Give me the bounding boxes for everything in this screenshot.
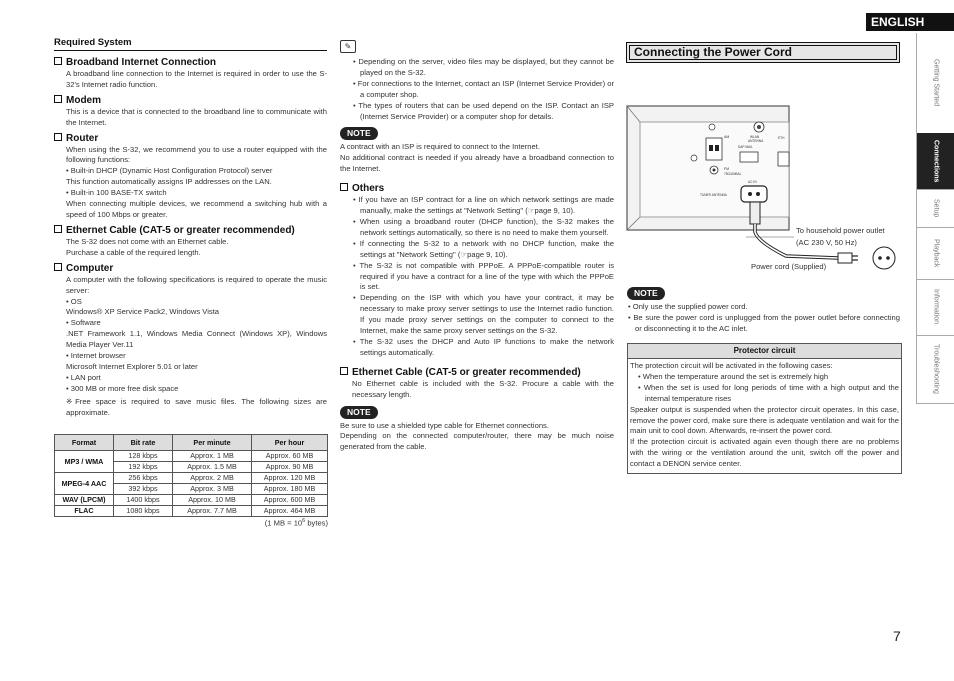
- footnote-text: (1 MB = 10: [264, 518, 303, 528]
- format-cell: MP3 / WMA: [55, 451, 114, 473]
- panel-label: ETH: [778, 136, 785, 140]
- computer-item-value: Windows® XP Service Pack2, Windows Vista: [66, 307, 220, 317]
- item-text: The S-32 is not compatible with PPPoE. A PPPoE-compatible router is required if you have a contract for a line of the type with which the PPPoE is set.: [359, 260, 614, 292]
- note-text: A contract with an ISP is required to connect to the Internet.: [340, 142, 540, 152]
- item-text: 300 MB or more free disk space: [70, 383, 179, 393]
- tip-icon: ✎: [340, 40, 356, 53]
- table-header: Per hour: [252, 435, 328, 451]
- tip-text: For connections to the Internet, contact an ISP (Internet Service Provider) or a computer shop.: [357, 78, 614, 99]
- note-badge: NOTE: [340, 406, 378, 419]
- bullet-text: Built-in 100 BASE-TX switch: [70, 188, 167, 198]
- note-text: Be sure the power cord is unplugged from the power outlet before connecting or disconnecting it to the AC inlet.: [633, 312, 900, 333]
- item-text: If connecting the S-32 to a network with no DHCP function, make the settings at "Network Setting" (☞page 9, 10).: [359, 238, 614, 259]
- note-item: • Be sure the power cord is unplugged from the power outlet before connecting or disconnecting it to the AC inlet.: [628, 312, 900, 333]
- table-cell: 192 kbps: [114, 462, 173, 473]
- table-row: [55, 495, 328, 506]
- tab-connections[interactable]: [916, 133, 954, 190]
- required-system-column: [54, 38, 327, 418]
- modem-text: This is a device that is connected to the broadband line to communicate with the Internet.: [66, 106, 327, 127]
- table-cell: Approx. 1.5 MB: [173, 462, 252, 473]
- tab-information[interactable]: [916, 279, 954, 336]
- table-cell: Approx. 464 MB: [252, 506, 328, 517]
- item-text: Software: [70, 318, 101, 328]
- table-cell: Approx. 10 MB: [173, 495, 252, 506]
- modem-heading: [54, 95, 327, 107]
- protector-text: Speaker output is suspended when the protector circuit operates. In this case, remove the power cord, make sure there is adequate ventilation and wait for the main unit to cool down. Afterwards, re-insert the power cord.: [630, 404, 899, 436]
- tab-label: Connections: [932, 139, 940, 183]
- panel-label: WLAN: [750, 135, 760, 139]
- tip-item: • The types of routers that can be used depend on the ISP. Contact an ISP (Internet Service Provider) or a computer shop for details.: [353, 100, 614, 121]
- item-text: OS: [70, 296, 82, 306]
- computer-item: • OS: [66, 296, 82, 306]
- checkbox-icon: [54, 57, 62, 65]
- heading-text: Ethernet Cable (CAT-5 or greater recommended): [352, 366, 581, 378]
- tab-label: Setup: [932, 198, 940, 218]
- table-header: Format: [55, 435, 114, 451]
- checkbox-icon: [54, 225, 62, 233]
- table-cell: Approx. 120 MB: [252, 473, 328, 484]
- note-badge: NOTE: [340, 127, 378, 140]
- table-header: Per minute: [173, 435, 252, 451]
- panel-label: AM: [724, 135, 730, 139]
- others-item: • When using a broadband router (DHCP function), the S-32 makes the network settings automatically, so there is no need to make them yourself.: [353, 216, 614, 237]
- router-bullet-sub: When connecting multiple devices, we recommend a switching hub with a speed of 100 Mbps or greater.: [66, 199, 327, 219]
- tip-item: • Depending on the server, video files may be displayed, but they cannot be played on the S-32.: [353, 57, 614, 77]
- tip-text: The types of routers that can be used depend on the ISP. Contact an ISP (Internet Service Provider) or a computer shop for details.: [358, 100, 614, 121]
- note-text: Only use the supplied power cord.: [632, 302, 748, 311]
- table-footnote: [200, 518, 328, 528]
- table-cell: 1080 kbps: [114, 506, 173, 517]
- computer-item-value: .NET Framework 1.1, Windows Media Connect (Windows XP), Windows Media Player Ver.11: [66, 329, 327, 350]
- table-cell: Approx. 90 MB: [252, 462, 328, 473]
- free-space-note: ※Free space is required to save music files. The following sizes are approximate.: [66, 396, 327, 417]
- power-cord-title-box: [626, 42, 900, 63]
- tab-label: Troubleshooting: [932, 344, 940, 394]
- panel-label: 75Ω/UNBAL: [724, 172, 742, 176]
- language-label: ENGLISH: [871, 15, 925, 29]
- checkbox-icon: [54, 133, 62, 141]
- heading-text: Ethernet Cable (CAT-5 or greater recommended): [66, 224, 295, 236]
- format-cell: FLAC: [55, 506, 114, 517]
- ethernet-cable-heading: [340, 367, 614, 379]
- router-heading: [54, 133, 327, 145]
- table-row: [55, 473, 328, 484]
- bullet-text: When the set is used for long periods of time with a high output and the internal temperature rises: [643, 382, 899, 403]
- panel-label: DAP MAIL: [738, 145, 753, 149]
- page-number: 7: [893, 628, 901, 644]
- tab-label: Information: [932, 289, 940, 325]
- ethernet-text: Purchase a cable of the required length.: [66, 247, 201, 257]
- power-notes: [627, 282, 900, 335]
- others-item: • If connecting the S-32 to a network with no DHCP function, make the settings at "Network Setting" (☞page 9, 10).: [353, 238, 614, 259]
- footnote-text: bytes): [305, 518, 328, 528]
- bullet-text: Built-in DHCP (Dynamic Host Configuration Protocol) server: [70, 166, 273, 176]
- router-bullet-sub: This function automatically assigns IP addresses on the LAN.: [66, 177, 272, 187]
- computer-item: • Internet browser: [66, 351, 126, 361]
- others-item: • The S-32 uses the DHCP and Auto IP functions to make the network settings automatically.: [353, 336, 614, 357]
- broadband-text: A broadband line connection to the Internet is required in order to use the S-32's Internet radio function.: [66, 68, 327, 89]
- note-item: • Only use the supplied power cord.: [628, 302, 748, 311]
- checkbox-icon: [54, 263, 62, 271]
- wall-outlet: [873, 247, 895, 269]
- checkbox-icon: [340, 183, 348, 191]
- am-terminal: [706, 138, 722, 160]
- outlet-label-line: (AC 230 V, 50 Hz): [796, 238, 857, 247]
- file-size-table: [54, 434, 328, 517]
- item-text: Depending on the ISP with which you have your contract, it may be necessary to make proxy server settings to use the Internet radio function. If you made proxy server settings on the computer to connect to the Internet, make the same proxy server settings on the S-32.: [360, 293, 614, 336]
- ethernet-heading: [54, 225, 327, 237]
- tip-item: • For connections to the Internet, contact an ISP (Internet Service Provider) or a computer shop.: [353, 78, 614, 99]
- router-text: When using the S-32, we recommend you to use a router equipped with the following functions:: [66, 144, 327, 165]
- router-bullet: • Built-in DHCP (Dynamic Host Configuration Protocol) server: [66, 166, 273, 176]
- protector-bullet: • When the set is used for long periods of time with a high output and the internal temperature rises: [638, 382, 899, 403]
- table-cell: 256 kbps: [114, 473, 173, 484]
- protector-bullet: • When the temperature around the set is extremely high: [638, 371, 829, 381]
- item-text: Internet browser: [70, 351, 126, 361]
- others-item: • If you have an ISP contract for a line on which network settings are made manually, make the settings at "Network Setting" (☞page 9, 10).: [353, 195, 614, 216]
- panel-label: FM: [724, 167, 730, 171]
- heading-text: Computer: [66, 262, 114, 274]
- item-text: When using a broadband router (DHCP function), the S-32 makes the network settings automatically, so there is no need to make them yourself.: [359, 216, 614, 237]
- table-header-row: [55, 435, 328, 451]
- table-cell: Approx. 2 MB: [173, 473, 252, 484]
- cord-label: Power cord (Supplied): [751, 262, 827, 271]
- table-row: [55, 506, 328, 517]
- format-cell: MPEG-4 AAC: [55, 473, 114, 495]
- footnote-exponent: 6: [302, 518, 306, 524]
- table-cell: 392 kbps: [114, 484, 173, 495]
- panel-label: ANTENNA: [748, 139, 764, 143]
- tip-text: Depending on the server, video files may be displayed, but they cannot be played on the S-32.: [358, 57, 614, 77]
- panel-label: TUNER ANTENNA: [700, 193, 727, 197]
- table-cell: 1400 kbps: [114, 495, 173, 506]
- table-cell: Approx. 3 MB: [173, 484, 252, 495]
- computer-item: • 300 MB or more free disk space: [66, 383, 179, 393]
- item-text: LAN port: [70, 372, 101, 382]
- outlet-label-line: To household power outlet: [796, 226, 885, 235]
- power-cord-title: Connecting the Power Cord: [634, 45, 793, 59]
- wall-plug: [838, 253, 852, 263]
- eth-port: [778, 152, 789, 166]
- heading-text: Others: [352, 183, 385, 195]
- tab-label: Getting Started: [932, 59, 940, 107]
- computer-heading: [54, 263, 327, 275]
- language-badge: [866, 13, 954, 31]
- heading-text: Broadband Internet Connection: [66, 56, 216, 68]
- protector-circuit-box: [627, 343, 902, 474]
- checkbox-icon: [54, 95, 62, 103]
- router-bullet: • Built-in 100 BASE-TX switch: [66, 188, 167, 198]
- computer-text: A computer with the following specifications is required to operate the music server:: [66, 274, 327, 295]
- note-text: No additional contract is needed if you already have a broadband connection to the Internet.: [340, 153, 614, 174]
- computer-item-value: Microsoft Internet Explorer 5.01 or later: [66, 361, 198, 371]
- table-cell: Approx. 1 MB: [173, 451, 252, 462]
- tab-getting-started[interactable]: [916, 33, 954, 134]
- checkbox-icon: [340, 367, 348, 375]
- required-system-title: Required System: [54, 38, 327, 51]
- power-cord-diagram: [626, 100, 902, 280]
- note-text: Be sure to use a shielded type cable for Ethernet connections.: [340, 420, 549, 430]
- table-cell: Approx. 60 MB: [252, 451, 328, 462]
- plug-head: [750, 202, 760, 224]
- note-badge: NOTE: [627, 287, 665, 300]
- table-cell: 128 kbps: [114, 451, 173, 462]
- item-text: The S-32 uses the DHCP and Auto IP functions to make the network settings automatically.: [359, 336, 614, 357]
- ac-inlet: [741, 186, 767, 202]
- table-cell: Approx. 7.7 MB: [173, 506, 252, 517]
- others-heading: [340, 183, 614, 195]
- format-cell: WAV (LPCM): [55, 495, 114, 506]
- tab-troubleshooting[interactable]: [916, 335, 954, 404]
- heading-text: Router: [66, 132, 99, 144]
- table-cell: Approx. 600 MB: [252, 495, 328, 506]
- note-text: Depending on the connected computer/router, there may be much noise generated from the cable.: [340, 431, 614, 452]
- tab-label: Playback: [932, 238, 940, 268]
- item-text: If you have an ISP contract for a line on which network settings are made manually, make the settings at "Network Setting" (☞page 9, 10).: [358, 195, 614, 216]
- table-header: Bit rate: [114, 435, 173, 451]
- protector-text: If the protection circuit is activated again even though there are no problems with the wiring or the ventilation around the unit, switch off the power and contact a DENON service center.: [630, 437, 899, 469]
- ethernet-cable-text: No Ethernet cable is included with the S-32. Procure a cable with the necessary length.: [352, 378, 614, 399]
- table-cell: Approx. 180 MB: [252, 484, 328, 495]
- others-item: • Depending on the ISP with which you have your contract, it may be necessary to make proxy server settings to use the Internet radio function. If you made proxy server settings on the computer to connect to the Internet, make the same proxy server settings on the S-32.: [353, 293, 614, 336]
- protector-title: Protector circuit: [628, 344, 901, 359]
- others-item: • The S-32 is not compatible with PPPoE. A PPPoE-compatible router is required if you have a contract for a line of the type with which the PPPoE is set.: [353, 260, 614, 292]
- dap-port: [740, 152, 758, 162]
- panel-label: AC IN: [748, 180, 757, 184]
- computer-item: • Software: [66, 318, 101, 328]
- notes-column: [340, 40, 614, 453]
- bullet-text: When the temperature around the set is extremely high: [642, 371, 829, 381]
- protector-text: The protection circuit will be activated in the following cases:: [630, 361, 833, 370]
- computer-item: • LAN port: [66, 372, 101, 382]
- tab-playback[interactable]: [916, 227, 954, 280]
- broadband-heading: [54, 57, 327, 69]
- outlet-label: [796, 225, 885, 249]
- heading-text: Modem: [66, 94, 101, 106]
- table-row: [55, 451, 328, 462]
- tab-setup[interactable]: [916, 189, 954, 228]
- ethernet-text: The S-32 does not come with an Ethernet cable.: [66, 236, 229, 246]
